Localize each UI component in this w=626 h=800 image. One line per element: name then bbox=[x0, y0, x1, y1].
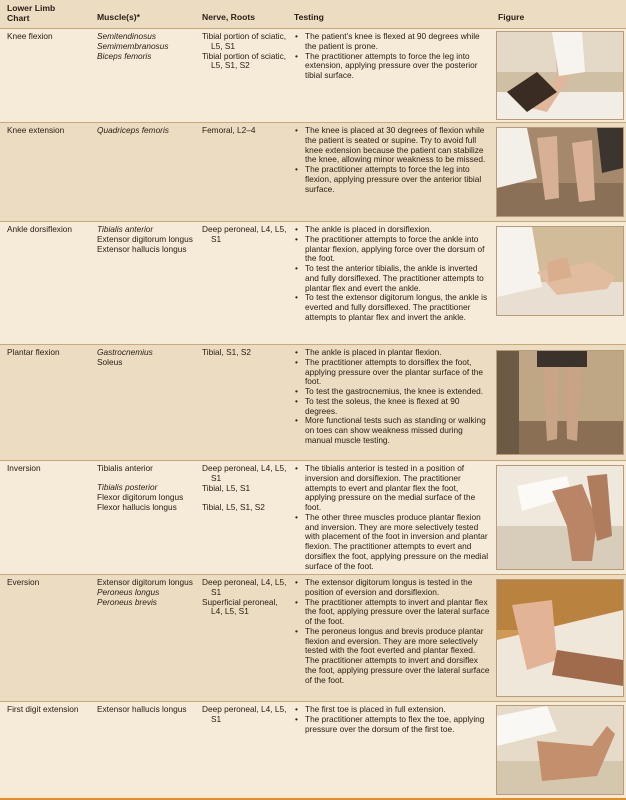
test-step: • To test the soleus, the knee is flexed at 90 degrees. bbox=[294, 397, 490, 417]
test-step: • The peroneus longus and brevis produce plantar flexion and eversion. They are more selectively tested with the foot everted and plantar flexed. The practitioner attempts to invert and dorsiflex the foot, applying pressure over the lateral surface of the foot. bbox=[294, 627, 490, 686]
muscle-name: Extensor hallucis longus bbox=[97, 704, 187, 714]
test-step: • The practitioner attempts to dorsiflex the foot, applying pressure over the plantar surface of the foot. bbox=[294, 358, 490, 387]
muscle-name: Tibialis posterior bbox=[97, 482, 158, 493]
header-lower-limb-chart: Lower Limb Chart bbox=[7, 3, 56, 24]
testing-list bbox=[294, 32, 490, 81]
nerve-roots: Deep peroneal, L4, L5, S1 bbox=[202, 577, 287, 597]
nerve-roots: Tibial, L5, S1, S2 bbox=[202, 501, 265, 512]
figure-photo bbox=[496, 465, 624, 570]
test-step: • To test the extensor digitorum longus, the ankle is everted and fully dorsiflexed. The practitioner attempts to plantar flex and invert the ankle. bbox=[294, 293, 490, 322]
figure-photo bbox=[496, 31, 624, 120]
motion-label: First digit extension bbox=[7, 704, 79, 714]
motion-label: Eversion bbox=[7, 577, 40, 587]
motion-label: Ankle dorsiflexion bbox=[7, 224, 73, 234]
testing-list bbox=[294, 705, 490, 734]
figure-photo bbox=[496, 350, 624, 455]
nerve-roots: Deep peroneal, L4, L5, S1 bbox=[202, 704, 287, 724]
nerve-list bbox=[202, 126, 290, 136]
muscle-name: Flexor hallucis longus bbox=[97, 501, 177, 512]
knee-flexion-photo bbox=[497, 32, 623, 119]
nerve-list bbox=[202, 464, 290, 513]
table-row bbox=[0, 29, 626, 122]
testing-list bbox=[294, 225, 490, 323]
figure-photo bbox=[496, 705, 624, 795]
nerve-roots: Tibial, S1, S2 bbox=[202, 347, 252, 357]
test-step: • The first toe is placed in full extension. bbox=[294, 705, 490, 715]
muscle-name: Peroneus brevis bbox=[97, 596, 157, 607]
testing-list bbox=[294, 126, 490, 194]
nerve-roots: Femoral, L2–4 bbox=[202, 125, 256, 135]
motion-label: Plantar flexion bbox=[7, 347, 60, 357]
muscle-name: Extensor hallucis longus bbox=[97, 243, 187, 254]
muscle-list bbox=[97, 464, 197, 513]
nerve-roots: Tibial portion of sciatic, L5, S1, S2 bbox=[202, 50, 287, 71]
test-step: • The ankle is placed in plantar flexion. bbox=[294, 348, 490, 358]
table-header bbox=[0, 0, 626, 28]
muscle-name: Tibialis anterior bbox=[97, 463, 153, 473]
eversion-photo bbox=[497, 580, 623, 696]
test-step: • The practitioner attempts to force the leg into flexion, applying pressure over the anterior tibial surface. bbox=[294, 165, 490, 194]
table-row bbox=[0, 575, 626, 701]
ankle-dorsiflexion-photo bbox=[497, 227, 623, 315]
figure-photo bbox=[496, 226, 624, 316]
nerve-roots: Tibial, L5, S1 bbox=[202, 482, 251, 493]
testing-list bbox=[294, 464, 490, 572]
muscle-list bbox=[97, 32, 197, 61]
table-row bbox=[0, 702, 626, 798]
nerve-roots: Tibial portion of sciatic, L5, S1 bbox=[202, 31, 287, 51]
test-step: • The ankle is placed in dorsiflexion. bbox=[294, 225, 490, 235]
nerve-list bbox=[202, 225, 290, 245]
nerve-list bbox=[202, 578, 290, 617]
muscle-name: Semimembranosus bbox=[97, 40, 169, 51]
test-step: • The patient’s knee is flexed at 90 degrees while the patient is prone. bbox=[294, 32, 490, 52]
muscle-list bbox=[97, 348, 197, 368]
header-nerve-roots: Nerve, Roots bbox=[202, 12, 256, 22]
muscle-list bbox=[97, 705, 197, 715]
muscle-name: Gastrocnemius bbox=[97, 347, 153, 357]
testing-list bbox=[294, 348, 490, 446]
figure-photo bbox=[496, 579, 624, 697]
first-digit-extension-photo bbox=[497, 706, 623, 794]
test-step: • To test the gastrocnemius, the knee is extended. bbox=[294, 387, 490, 397]
muscle-name: Peroneus longus bbox=[97, 586, 160, 597]
test-step: • The practitioner attempts to flex the toe, applying pressure over the dorsum of the first toe. bbox=[294, 715, 490, 735]
plantar-flexion-photo bbox=[497, 351, 623, 454]
header-figure: Figure bbox=[498, 12, 525, 22]
test-step: • More functional tests such as standing or walking on toes can show weakness missed during manual muscle testing. bbox=[294, 416, 490, 445]
test-step: • The other three muscles produce plantar flexion and inversion. They are more selectively tested with placement of the foot in inversion and plantar flexion. The practitioner attempts to evert and dorsiflex the foot, applying pressure on the medial surface of the foot. bbox=[294, 513, 490, 572]
motion-label: Inversion bbox=[7, 463, 41, 473]
motion-label: Knee flexion bbox=[7, 31, 53, 41]
muscle-name: Quadriceps femoris bbox=[97, 125, 169, 135]
test-step: • To test the anterior tibialis, the ankle is inverted and fully dorsiflexed. The practitioner attempts to plantar flex and evert the ankle. bbox=[294, 264, 490, 293]
test-step: • The practitioner attempts to force the leg into extension, applying pressure over the posterior tibial surface. bbox=[294, 52, 490, 81]
header-testing: Testing bbox=[294, 12, 324, 22]
muscle-list bbox=[97, 225, 197, 254]
inversion-photo bbox=[497, 466, 623, 569]
muscle-list bbox=[97, 126, 197, 136]
nerve-list bbox=[202, 348, 290, 358]
nerve-roots: Deep peroneal, L4, L5, S1 bbox=[202, 224, 287, 244]
muscle-name: Extensor digitorum longus bbox=[97, 577, 193, 587]
nerve-roots: Superficial peroneal, L4, L5, S1 bbox=[202, 596, 278, 617]
header-muscles: Muscle(s)* bbox=[97, 12, 140, 22]
nerve-roots: Deep peroneal, L4, L5, S1 bbox=[202, 463, 287, 483]
table-row bbox=[0, 461, 626, 574]
nerve-list bbox=[202, 705, 290, 725]
testing-list bbox=[294, 578, 490, 686]
table-row bbox=[0, 123, 626, 221]
muscle-list bbox=[97, 578, 197, 607]
nerve-list bbox=[202, 32, 290, 71]
figure-photo bbox=[496, 127, 624, 217]
muscle-name: Extensor digitorum longus bbox=[97, 233, 193, 244]
test-step: • The practitioner attempts to invert and plantar flex the foot, applying pressure over the lateral surface of the foot. bbox=[294, 598, 490, 627]
motion-label: Knee extension bbox=[7, 125, 65, 135]
test-step: • The extensor digitorum longus is tested in the position of eversion and dorsiflexion. bbox=[294, 578, 490, 598]
muscle-name: Flexor digitorum longus bbox=[97, 492, 184, 503]
muscle-name: Soleus bbox=[97, 356, 123, 367]
table-row bbox=[0, 345, 626, 460]
knee-extension-photo bbox=[497, 128, 623, 216]
muscle-name: Semitendinosus bbox=[97, 31, 157, 41]
test-step: • The tibialis anterior is tested in a position of inversion and dorsiflexion. The practitioner attempts to evert and plantar flex the foot, applying pressure on the medial surface of the foot. bbox=[294, 464, 490, 513]
muscle-name: Biceps femoris bbox=[97, 50, 152, 61]
test-step: • The practitioner attempts to force the ankle into plantar flexion, applying force over the dorsum of the foot. bbox=[294, 235, 490, 264]
test-step: • The knee is placed at 30 degrees of flexion while the patient is seated or supine. Try to avoid full knee extension because the patient can stabilize the knee, allowing minor weakness to be missed. bbox=[294, 126, 490, 165]
table-row bbox=[0, 222, 626, 344]
muscle-name: Tibialis anterior bbox=[97, 224, 154, 234]
